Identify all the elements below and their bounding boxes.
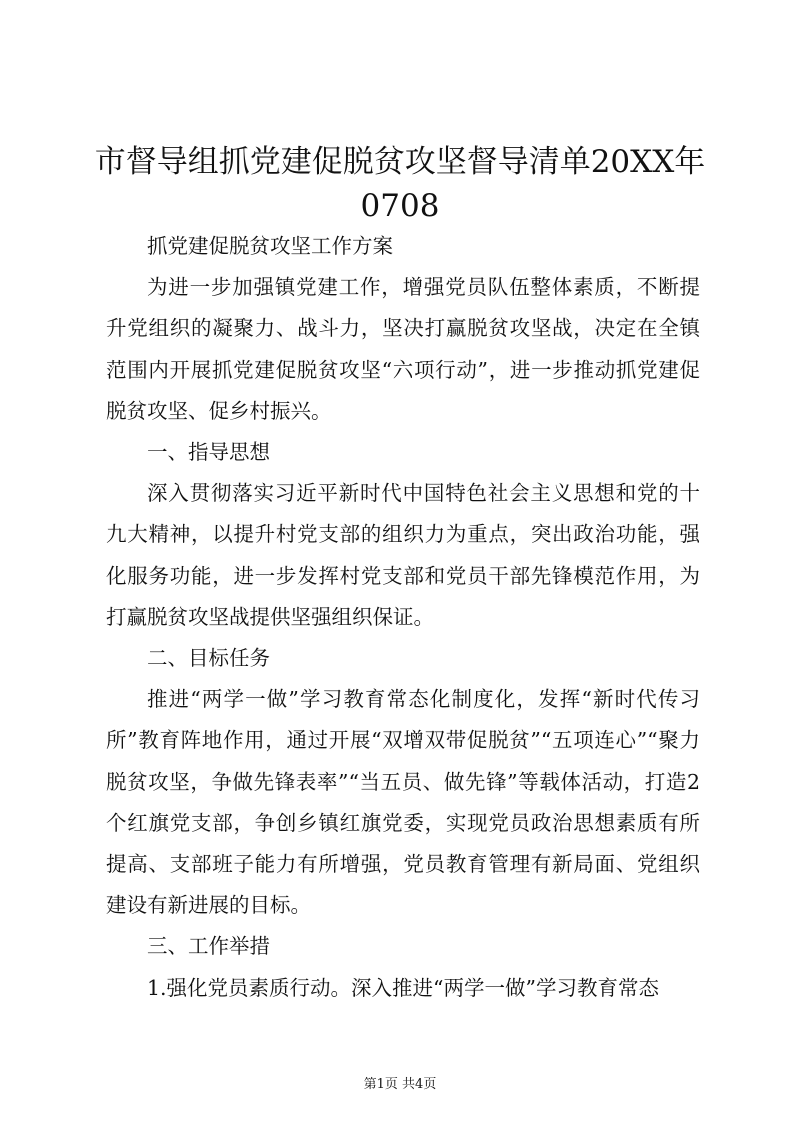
document-body [106, 226, 700, 1009]
page-footer: 第1页 共4页 [363, 1077, 437, 1092]
section-heading-measures: 三、工作举措 [147, 934, 270, 959]
paragraph-intro: 为进一步加强镇党建工作，增强党员队伍整体素质，不断提升党组织的凝聚力、战斗力，坚决打赢脱贫攻坚战，决定在全镇范围内开展抓党建促脱贫攻坚“六项行动”，进一步推动抓党建促脱贫攻坚、促乡村振兴。 [106, 275, 700, 423]
paragraph-measure-1: 1.强化党员素质行动。深入推进“两学一做”学习教育常态 [147, 975, 660, 1000]
section-heading-goals: 二、目标任务 [147, 646, 270, 671]
paragraph-plan-title: 抓党建促脱贫攻坚工作方案 [147, 234, 393, 258]
paragraph-guiding-thought: 深入贯彻落实习近平新时代中国特色社会主义思想和党的十九大精神，以提升村党支部的组织力为重点，突出政治功能，强化服务功能，进一步发挥村党支部和党员干部先锋模范作用，为打赢脱贫攻坚战提供坚强组织保证。 [106, 481, 700, 629]
document-title: 市督导组抓党建促脱贫攻坚督导清单20XX年0708 [94, 144, 706, 224]
paragraph-goals: 推进“两学一做”学习教育常态化制度化，发挥“新时代传习所”教育阵地作用，通过开展“双增双带促脱贫”“五项连心”“聚力脱贫攻坚，争做先锋表率”“当五员、做先锋”等载体活动，打造2个红旗党支部，争创乡镇红旗党委，实现党员政治思想素质有所提高、支部班子能力有所增强，党员教育管理有新局面、党组织建设有新进展的目标。 [106, 687, 700, 918]
section-heading-guiding-thought: 一、指导思想 [147, 440, 270, 465]
